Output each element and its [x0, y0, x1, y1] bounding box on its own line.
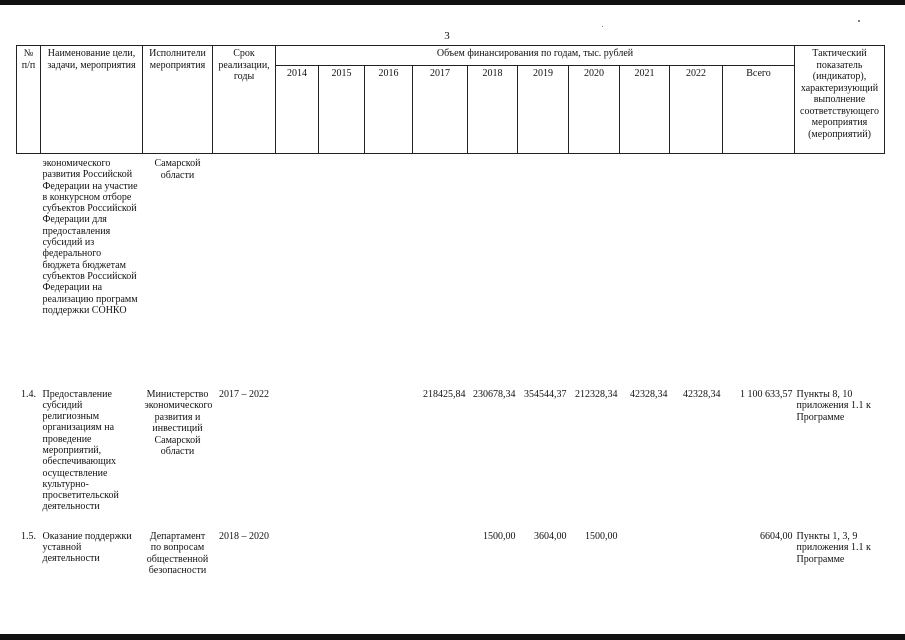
header-term: Срок реализации, годы: [213, 46, 276, 154]
row-value: [468, 154, 518, 389]
row-value: [620, 154, 670, 389]
table-row: [17, 389, 885, 531]
scan-speck: [858, 20, 860, 22]
header-financing: Объем финансирования по годам, тыс. рублей: [276, 46, 795, 66]
row-executor: Министерство экономического развития и инвестиций Самарской области: [144, 388, 213, 457]
row-executor: Самарской области: [154, 158, 201, 181]
scan-speck: [602, 26, 603, 27]
row-name: Предоставление субсидий религиозным организациям на проведение мероприятий, обеспечивающих осуществление культурно-просветительской деятельности: [42, 388, 119, 513]
header-year: 2022: [670, 66, 723, 154]
header-year: 2021: [620, 66, 670, 154]
row-indicator: Пункты 1, 3, 9 приложения 1.1 к Программе: [796, 530, 871, 565]
header-year: 2015: [319, 66, 365, 154]
row-value: [569, 154, 620, 389]
row-num: 1.4.: [21, 388, 36, 400]
row-num: [17, 154, 41, 389]
table-row: [17, 531, 885, 591]
row-total: 6604,00: [760, 530, 793, 542]
row-indicator: Пункты 8, 10 приложения 1.1 к Программе: [796, 388, 871, 423]
row-total: [723, 154, 795, 389]
row-name: Оказание поддержки уставной деятельности: [42, 530, 132, 565]
row-value: [276, 389, 319, 531]
row-value: 42328,34: [630, 388, 668, 400]
header-year: 2019: [518, 66, 569, 154]
scan-border-bottom: [0, 634, 905, 640]
row-executor: Департамент по вопросам общественной безопасности: [146, 530, 209, 576]
row-name: экономического развития Российской Федерации на участие в конкурсном отборе субъектов Российской Федерации для предоставления субсидий из федерального бюджета бюджетам субъектов Российской Федерации на реализацию программ поддержки СОНКО: [42, 158, 138, 316]
row-value: [620, 531, 670, 591]
row-total: 1 100 633,57: [740, 388, 793, 400]
row-term: 2017 – 2022: [219, 388, 269, 400]
row-value: [276, 531, 319, 591]
row-value: [413, 531, 468, 591]
scan-border-top: [0, 0, 905, 5]
header-num: № п/п: [17, 46, 41, 154]
row-term: 2018 – 2020: [219, 530, 269, 542]
row-value: [365, 531, 413, 591]
header-year: 2018: [468, 66, 518, 154]
row-value: [319, 154, 365, 389]
row-value: [365, 389, 413, 531]
header-executors: Исполнители мероприятия: [143, 46, 213, 154]
row-indicator: [795, 154, 885, 389]
row-value: 1500,00: [483, 530, 516, 542]
row-value: [276, 154, 319, 389]
row-value: 42328,34: [683, 388, 721, 400]
row-value: 230678,34: [473, 388, 516, 400]
header-year: 2017: [413, 66, 468, 154]
row-value: [670, 531, 723, 591]
page-number: 3: [444, 30, 450, 42]
financing-table: [16, 45, 885, 591]
row-value: [518, 154, 569, 389]
header-indicator: Тактический показатель (индикатор), характеризующий выполнение соответствующего мероприятия (мероприятий): [795, 46, 885, 154]
row-value: 1500,00: [585, 530, 618, 542]
row-value: [670, 154, 723, 389]
row-value: [319, 531, 365, 591]
table-row: [17, 154, 885, 389]
row-value: 3604,00: [534, 530, 567, 542]
header-year: 2020: [569, 66, 620, 154]
row-value: 354544,37: [524, 388, 567, 400]
header-year: 2016: [365, 66, 413, 154]
row-value: [319, 389, 365, 531]
row-term: [213, 154, 276, 389]
header-total: Всего: [723, 66, 795, 154]
row-num: 1.5.: [21, 530, 36, 542]
header-year: 2014: [276, 66, 319, 154]
row-value: [365, 154, 413, 389]
header-name: Наименование цели, задачи, мероприятия: [41, 46, 143, 154]
row-value: 212328,34: [575, 388, 618, 400]
row-value: 218425,84: [423, 388, 466, 400]
row-value: [413, 154, 468, 389]
